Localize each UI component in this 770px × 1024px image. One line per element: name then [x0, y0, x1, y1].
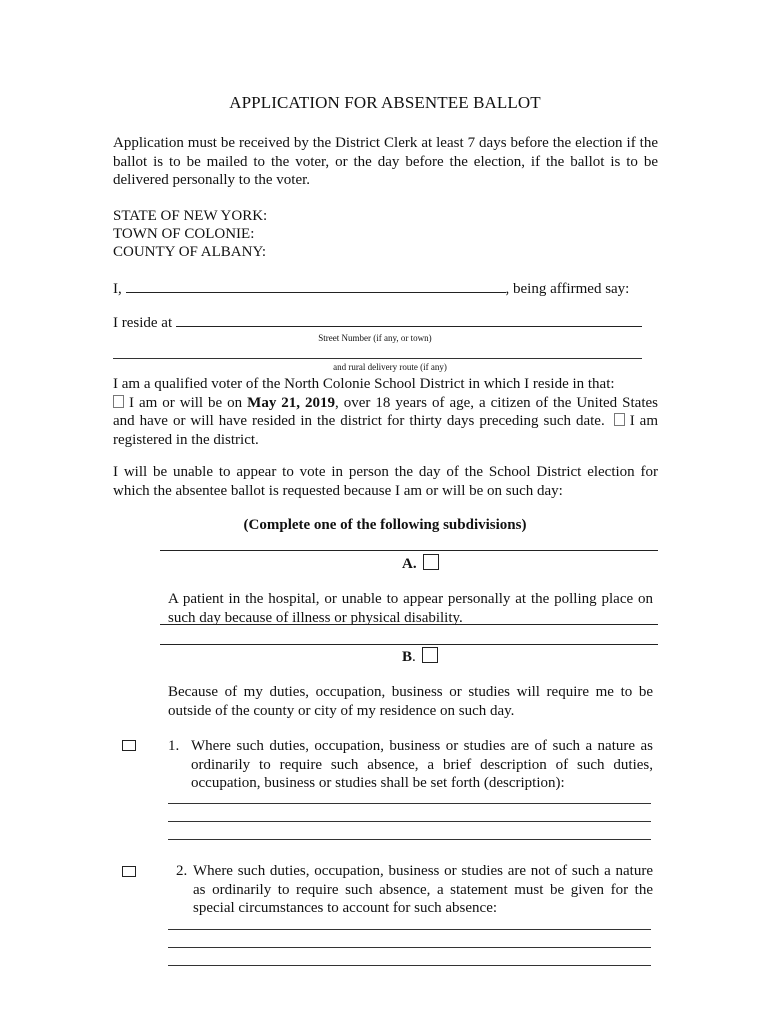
qualified-paragraph: [113, 375, 658, 449]
section-b-text: Because of my duties, occupation, business or studies will require me to be outside of the county or city of my residence on such day.: [168, 684, 653, 719]
section-b-label-suffix: .: [412, 649, 416, 665]
item2-text: Where such duties, occupation, business or studies are not of such a nature as ordinarily to require such absence, a statement must be given for the special circumstances to account for such absence:: [193, 863, 653, 916]
section-a-text: A patient in the hospital, or unable to appear personally at the polling place on such day because of illness or physical disability.: [168, 591, 653, 626]
reside-line: [113, 313, 658, 332]
complete-one-heading: (Complete one of the following subdivisions): [243, 517, 527, 533]
unable-paragraph: I will be unable to appear to vote in person the day of the School District election for which the absentee ballot is requested because I am or will be on such day:: [113, 464, 658, 499]
street-caption: Street Number (if any, or town): [318, 333, 432, 343]
affirm-prefix: I,: [113, 281, 122, 297]
qualified-line1: I am a qualified voter of the North Colonie School District in which I reside in that:: [113, 376, 615, 392]
item2-statement-line-1[interactable]: [168, 929, 651, 930]
section-a-label: A.: [402, 556, 417, 572]
item2-checkbox[interactable]: [122, 866, 136, 877]
affirm-suffix: , being affirmed say:: [505, 281, 630, 297]
name-field[interactable]: [126, 279, 506, 293]
venue-county: COUNTY OF ALBANY:: [113, 244, 267, 260]
election-date: May 21, 2019: [247, 394, 336, 411]
section-a-top-rule: [160, 550, 658, 551]
section-a-bottom-rule: [160, 624, 658, 625]
venue-town: TOWN OF COLONIE:: [113, 226, 255, 242]
item1-description-line-2[interactable]: [168, 821, 651, 822]
section-b-checkbox[interactable]: [422, 647, 438, 663]
item1-checkbox[interactable]: [122, 740, 136, 751]
checkbox-glyph-icon: [113, 395, 124, 408]
section-a-checkbox[interactable]: [423, 554, 439, 570]
item1-description-line-1[interactable]: [168, 803, 651, 804]
item1-description-line-3[interactable]: [168, 839, 651, 840]
qualified-part-b: , over 18 years of age, a citizen of the United States and have or will have resided in the district for thirty days preceding such date.: [113, 394, 658, 429]
street-address-field[interactable]: [176, 313, 642, 327]
reside-prefix: I reside at: [113, 315, 173, 331]
section-b-top-rule: [160, 644, 658, 645]
item2-number: 2.: [176, 863, 188, 879]
qualified-part-a: I am or will be on: [129, 394, 248, 411]
checkbox-glyph-icon: [614, 413, 625, 426]
rural-caption: and rural delivery route (if any): [333, 362, 447, 372]
section-a-header: [402, 554, 439, 573]
qualified-part-c: I am registered in the district.: [113, 413, 658, 448]
rural-route-field[interactable]: [113, 358, 642, 359]
section-b-header: [402, 647, 438, 666]
section-b-label: B: [402, 649, 413, 665]
item2-statement-line-3[interactable]: [168, 965, 651, 966]
item1-text: Where such duties, occupation, business or studies are of such a nature as ordinarily to require such absence, a brief description of such duties, occupation, business or studies shall be set forth (description):: [191, 738, 653, 791]
item2-statement-line-2[interactable]: [168, 947, 651, 948]
page-title: APPLICATION FOR ABSENTEE BALLOT: [229, 93, 541, 112]
affirm-line: [113, 279, 658, 298]
venue-state: STATE OF NEW YORK:: [113, 208, 268, 224]
item1-number: 1.: [168, 738, 180, 754]
intro-paragraph: Application must be received by the District Clerk at least 7 days before the election if the ballot is to be mailed to the voter, or the day before the election, if the ballot is to be delivered personally to the voter.: [113, 135, 658, 188]
